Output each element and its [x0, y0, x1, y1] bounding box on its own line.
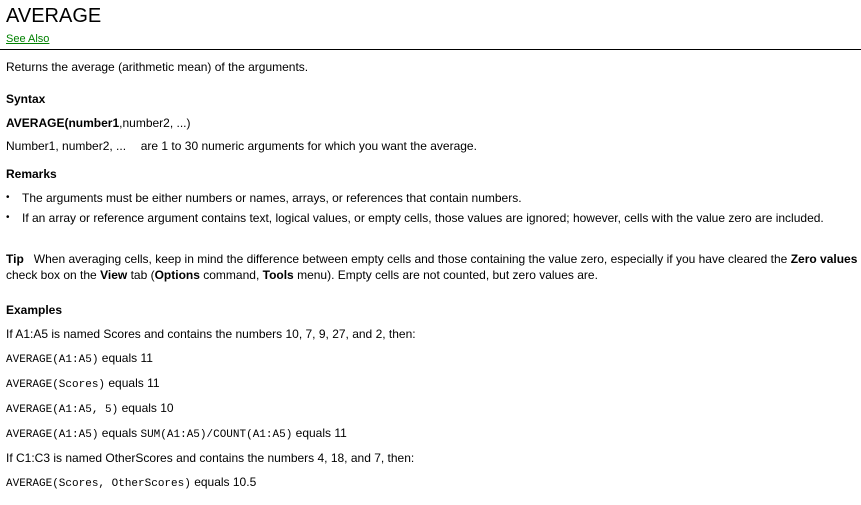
example-line — [6, 351, 153, 366]
example-result: equals 11 — [108, 376, 160, 390]
remarks-heading: Remarks — [6, 167, 57, 181]
syntax-rest: ,number2, ...) — [119, 116, 191, 130]
tip-tools: Tools — [262, 268, 294, 282]
tip-paragraph — [6, 251, 858, 283]
example-code: AVERAGE(A1:A5) — [6, 429, 99, 441]
syntax-heading: Syntax — [6, 92, 46, 106]
syntax-args — [6, 139, 477, 153]
example-result: equals 11 — [295, 426, 347, 440]
example-result: equals 10 — [121, 401, 174, 415]
example-code: AVERAGE(Scores, OtherScores) — [6, 478, 191, 490]
tip-view: View — [100, 268, 128, 282]
see-also-link[interactable]: See Also — [6, 33, 50, 45]
remark-item: If an array or reference argument contains text, logical values, or empty cells, those values are ignored; however, cells with the value zero are included. — [22, 211, 824, 225]
tip-text: tab ( — [130, 268, 155, 282]
bullet-icon: • — [6, 192, 10, 203]
tip-label: Tip — [6, 252, 24, 266]
example-code: AVERAGE(A1:A5, 5) — [6, 404, 119, 416]
example-code: AVERAGE(A1:A5) — [6, 354, 99, 366]
tip-text: menu). Empty cells are not counted, but zero values are. — [297, 268, 598, 282]
bullet-icon: • — [6, 212, 10, 223]
example-result: equals — [101, 426, 138, 440]
example-line — [6, 426, 347, 441]
examples-heading: Examples — [6, 303, 63, 317]
tip-text: When averaging cells, keep in mind the difference between empty cells and those containing the value zero, especially if you have cleared the — [33, 252, 788, 266]
example-result: equals 11 — [101, 351, 153, 365]
example-line — [6, 475, 256, 490]
examples-intro: If C1:C3 is named OtherScores and contains the numbers 4, 18, and 7, then: — [6, 451, 415, 465]
syntax-line — [6, 116, 191, 130]
syntax-arg1: number1 — [68, 116, 120, 130]
description: Returns the average (arithmetic mean) of the arguments. — [6, 60, 309, 74]
tip-options: Options — [154, 268, 200, 282]
example-code: AVERAGE(Scores) — [6, 379, 106, 391]
syntax-func: AVERAGE( — [6, 116, 69, 130]
tip-text: check box on the — [6, 268, 97, 282]
header-divider — [0, 49, 861, 50]
syntax-arg-desc: are 1 to 30 numeric arguments for which you want the average. — [140, 139, 477, 153]
example-code: SUM(A1:A5)/COUNT(A1:A5) — [140, 429, 293, 441]
example-line — [6, 376, 160, 391]
page-title: AVERAGE — [6, 5, 102, 27]
tip-zero-values: Zero values — [790, 252, 858, 266]
examples-intro: If A1:A5 is named Scores and contains the numbers 10, 7, 9, 27, and 2, then: — [6, 327, 416, 341]
tip-text: command, — [203, 268, 260, 282]
example-line — [6, 401, 174, 416]
syntax-arg-text: Number1, number2, ... — [6, 139, 127, 153]
example-result: equals 10.5 — [194, 475, 257, 489]
remark-item: The arguments must be either numbers or names, arrays, or references that contain numbers. — [22, 191, 522, 205]
